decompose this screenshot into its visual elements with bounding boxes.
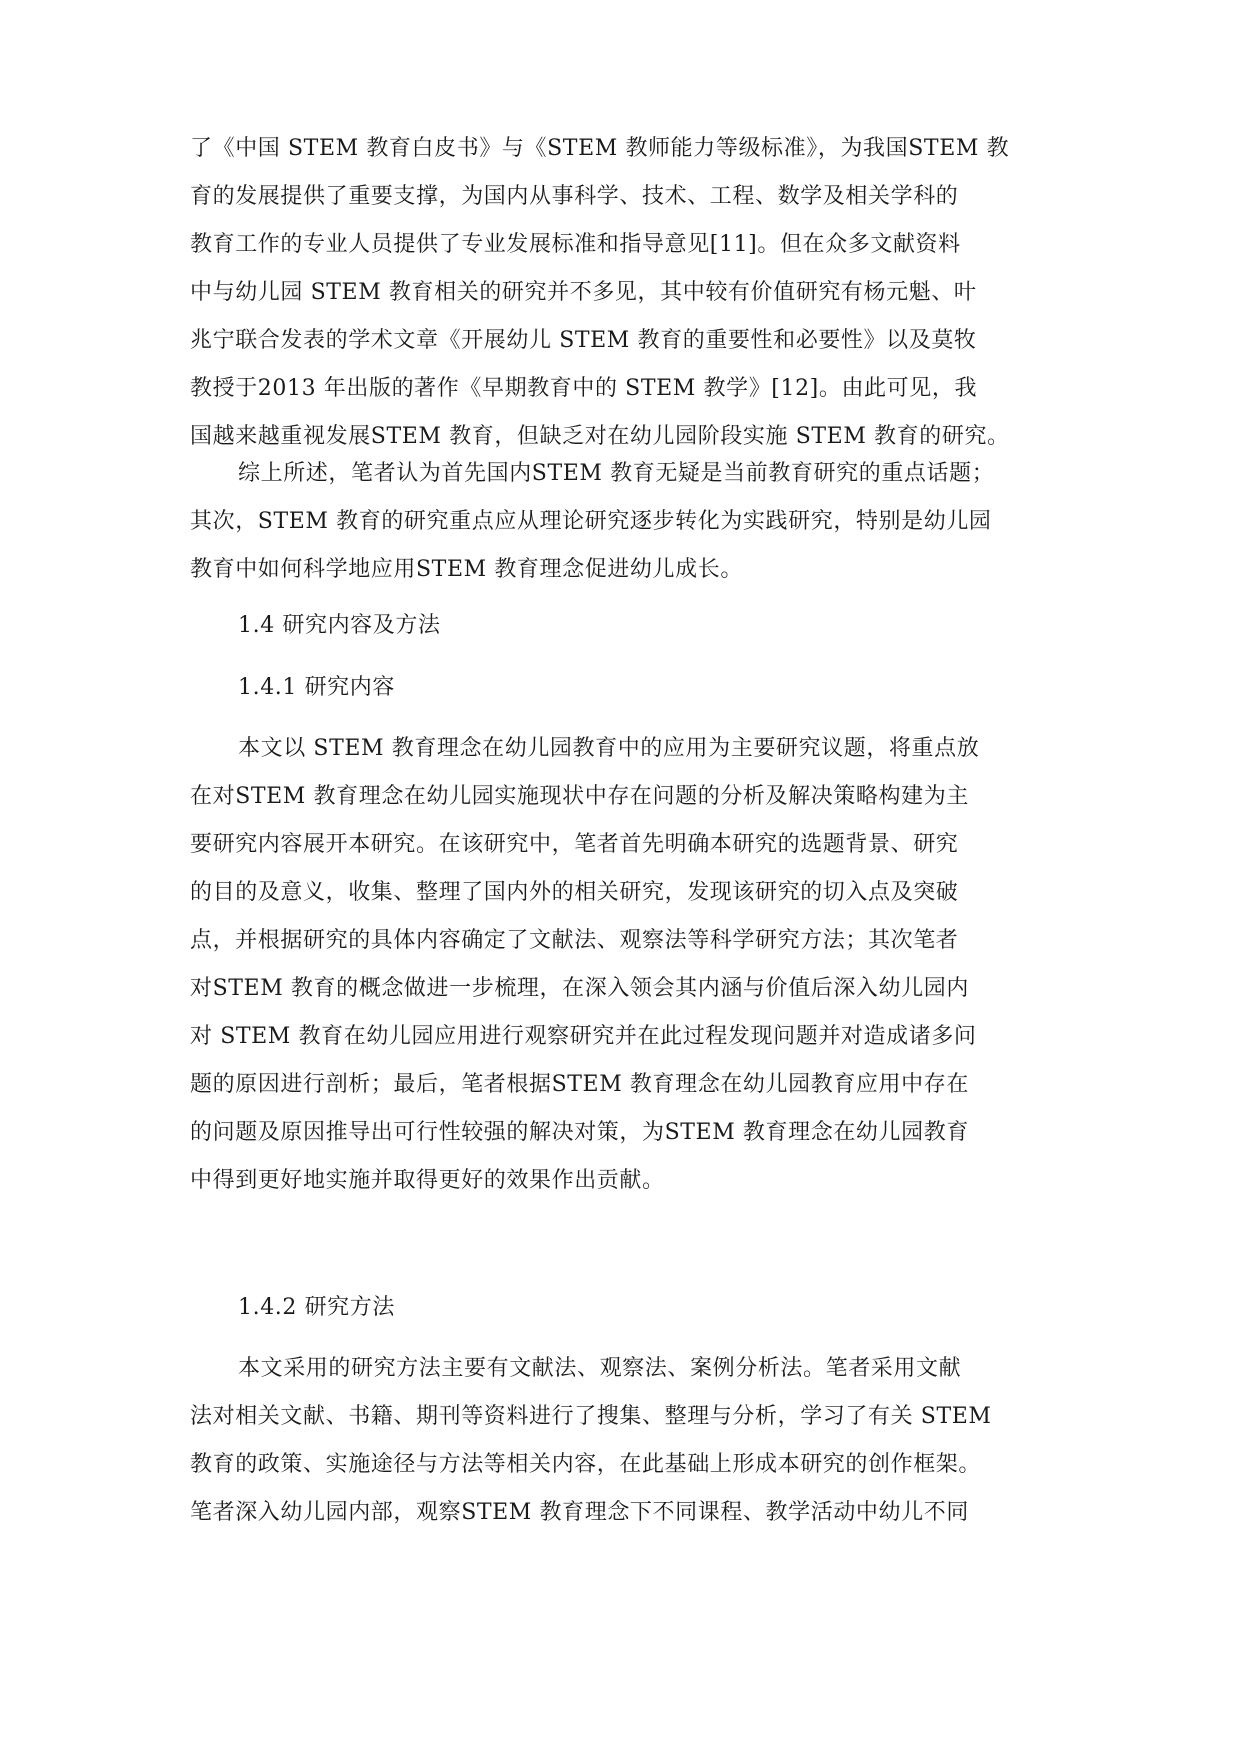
text-line: 国越来越重视发展STEM 教育，但缺乏对在幼儿园阶段实施 STEM 教育的研究。: [190, 424, 1010, 449]
text-line: 本文以 STEM 教育理念在幼儿园教育中的应用为主要研究议题，将重点放: [238, 736, 980, 761]
text-line: 对 STEM 教育在幼儿园应用进行观察研究并在此过程发现问题并对造成诸多问: [190, 1024, 977, 1049]
text-line: 本文采用的研究方法主要有文献法、观察法、案例分析法。笔者采用文献: [238, 1356, 962, 1381]
section-heading-1-4-2: [190, 1284, 1070, 1332]
text-line: 对STEM 教育的概念做进一步梳理，在深入领会其内涵与价值后深入幼儿园内: [190, 976, 969, 1001]
section-heading-1-4: [190, 602, 1070, 650]
text-line: 要研究内容展开本研究。在该研究中，笔者首先明确本研究的选题背景、研究: [190, 832, 959, 857]
text-line: 育的发展提供了重要支撑，为国内从事科学、技术、工程、数学及相关学科的: [190, 184, 959, 209]
text-line: 教育的政策、实施途径与方法等相关内容，在此基础上形成本研究的创作框架。: [190, 1452, 982, 1477]
text-line: 兆宁联合发表的学术文章《开展幼儿 STEM 教育的重要性和必要性》以及莫牧: [190, 328, 977, 353]
text-line: 其次，STEM 教育的研究重点应从理论研究逐步转化为实践研究，特别是幼儿园: [190, 509, 992, 534]
paragraph-literature-review: [190, 125, 1070, 461]
text-line: 笔者深入幼儿园内部，观察STEM 教育理念下不同课程、教学活动中幼儿不同: [190, 1500, 969, 1525]
text-line: 的问题及原因推导出可行性较强的解决对策，为STEM 教育理念在幼儿园教育: [190, 1120, 969, 1145]
text-line: 法对相关文献、书籍、期刊等资料进行了搜集、整理与分析，学习了有关 STEM: [190, 1404, 992, 1429]
heading-text: 1.4 研究内容及方法: [238, 613, 441, 638]
text-line: 教育工作的专业人员提供了专业发展标准和指导意见[11]。但在众多文献资料: [190, 232, 961, 257]
paragraph-research-content: [190, 725, 1070, 1205]
text-line: 教授于2013 年出版的著作《早期教育中的 STEM 教学》[12]。由此可见，我: [190, 376, 978, 401]
text-line: 在对STEM 教育理念在幼儿园实施现状中存在问题的分析及解决策略构建为主: [190, 784, 969, 809]
text-line: 教育中如何科学地应用STEM 教育理念促进幼儿成长。: [190, 557, 743, 582]
text-line: 点，并根据研究的具体内容确定了文献法、观察法等科学研究方法；其次笔者: [190, 928, 959, 953]
text-line: 综上所述，笔者认为首先国内STEM 教育无疑是当前教育研究的重点话题；: [238, 461, 995, 486]
heading-text: 1.4.1 研究内容: [238, 675, 395, 700]
paragraph-summary: [190, 450, 1070, 594]
heading-text: 1.4.2 研究方法: [238, 1295, 395, 1320]
text-line: 中与幼儿园 STEM 教育相关的研究并不多见，其中较有价值研究有杨元魁、叶: [190, 280, 977, 305]
text-line: 中得到更好地实施并取得更好的效果作出贡献。: [190, 1168, 665, 1193]
text-line: 题的原因进行剖析；最后，笔者根据STEM 教育理念在幼儿园教育应用中存在: [190, 1072, 969, 1097]
paragraph-research-methods: [190, 1345, 1070, 1537]
section-heading-1-4-1: [190, 664, 1070, 712]
text-line: 的目的及意义，收集、整理了国内外的相关研究，发现该研究的切入点及突破: [190, 880, 959, 905]
text-line: 了《中国 STEM 教育白皮书》与《STEM 教师能力等级标准》，为我国STEM 教: [190, 136, 1010, 161]
